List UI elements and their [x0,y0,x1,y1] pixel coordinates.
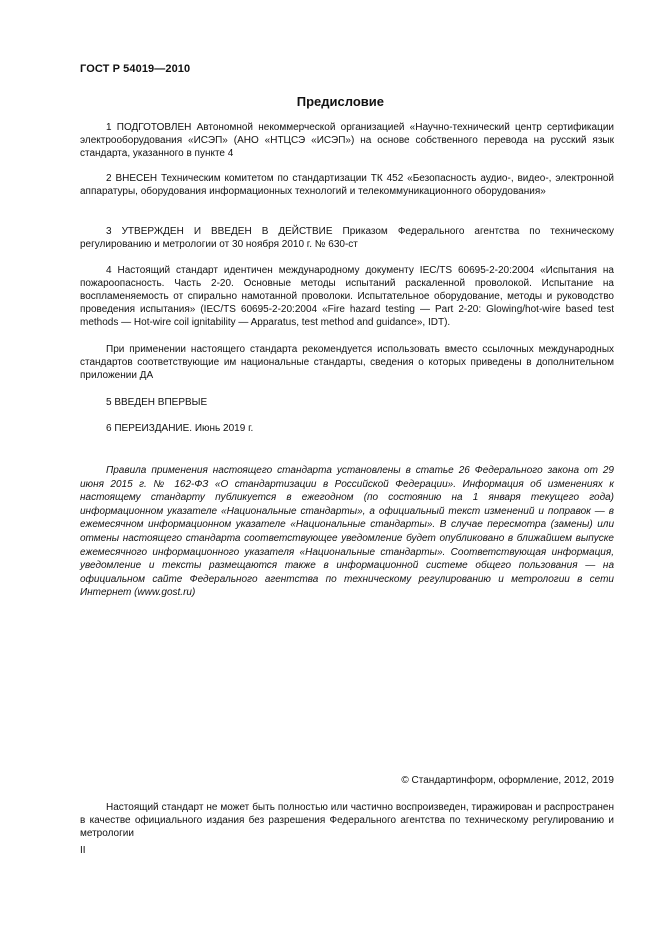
standard-number-header: ГОСТ Р 54019—2010 [80,63,191,75]
paragraph-4-note: При применении настоящего стандарта рекомендуется использовать вместо ссылочных международных стандартов соответствующие им национальные стандарты, сведения о которых приведены в дополнительном приложении ДА [80,344,614,381]
paragraph-6-reissue: 6 ПЕРЕИЗДАНИЕ. Июнь 2019 г. [106,423,254,434]
application-rules-note: Правила применения настоящего стандарта установлены в статье 26 Федерального закона от 29 июня 2015 г. № 162-ФЗ «О стандартизации в Российской Федерации». Информация об изменениях к настоящему стандарту публикуется в ежегодном (по состоянию на 1 января текущего года) информационном указателе «Национальные стандарты», а официальный текст изменений и поправок — в ежемесячном информационном указателе «Национальные стандарты». В случае пересмотра (замены) или отмены настоящего стандарта соответствующее уведомление будет опубликовано в ближайшем выпуске ежемесячного информационного указателя «Национальные стандарты». Соответствующая информация, уведомление и тексты размещаются также в информационной системе общего пользования — на официальном сайте Федерального агентства по техническому регулированию и метрологии в сети Интернет (www.gost.ru) [80,465,614,599]
paragraph-4-identical: 4 Настоящий стандарт идентичен международному документу IEC/TS 60695-2-20:2004 «Испытания на пожароопасность. Часть 2-20. Основные методы испытаний раскаленной проволокой. Испытание на воспламеняемость от спирально намотанной проволоки. Испытательное оборудование, методы и руководство проведения испытания» (IEC/TS 60695-2-20:2004 «Fire hazard testing — Part 2-20: Glowing/hot-wire based test methods — Hot-wire coil ignitability — Apparatus, test method and guidance», IDT). [80,265,614,328]
copyright-line: © Стандартинформ, оформление, 2012, 2019 [401,775,614,786]
paragraph-5-introduced: 5 ВВЕДЕН ВПЕРВЫЕ [106,397,208,408]
paragraph-1-prepared: 1 ПОДГОТОВЛЕН Автономной некоммерческой организацией «Научно-технический центр сертификации электрооборудования «ИСЭП» (АНО «НТЦСЭ «ИСЭП») на основе собственного перевода на русский язык стандарта, указанного в пункте 4 [80,122,614,159]
title-text: Предисловие [296,94,384,109]
paragraph-2-submitted: 2 ВНЕСЕН Техническим комитетом по стандартизации ТК 452 «Безопасность аудио-, видео-, электронной аппаратуры, оборудования информационных технологий и телекоммуникационного оборудования» [80,173,614,197]
page-title [80,94,614,109]
legal-notice: Настоящий стандарт не может быть полностью или частично воспроизведен, тиражирован и распространен в качестве официального издания без разрешения Федерального агентства по техническому регулированию и метрологии [80,802,614,839]
page-number: II [80,845,86,856]
paragraph-3-approved: 3 УТВЕРЖДЕН И ВВЕДЕН В ДЕЙСТВИЕ Приказом Федерального агентства по техническому регулированию и метрологии от 30 ноября 2010 г. № 630-ст [80,226,614,250]
